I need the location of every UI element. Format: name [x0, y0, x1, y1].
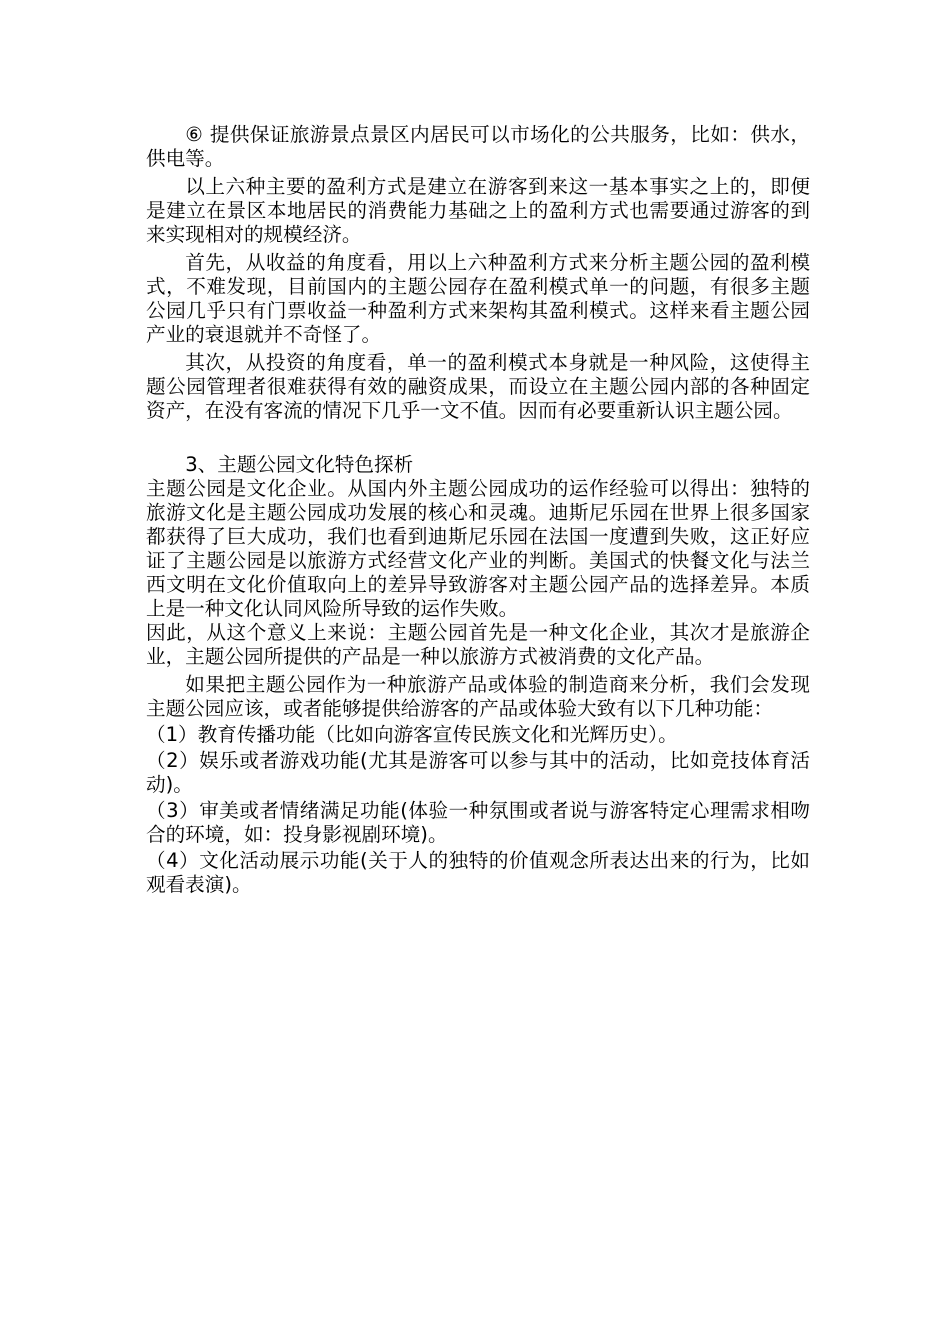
paragraph-culture-enterprise: 主题公园是文化企业。从国内外主题公园成功的运作经验可以得出：独特的旅游文化是主题公园成功发展的核心和灵魂。迪斯尼乐园在世界上很多国家都获得了巨大成功，我们也看到迪斯尼乐园在法国一度遭到失败，这正好应证了主题公园是以旅游方式经营文化产业的判断。美国式的快餐文化与法兰西文明在文化价值取向上的差异导致游客对主题公园产品的选择差异。本质上是一种文化认同风险所导致的运作失败。	[146, 477, 810, 620]
function-item-cultural-display: （4）文化活动展示功能(关于人的独特的价值观念所表达出来的行为，比如观看表演)。	[146, 849, 811, 896]
function-item-education: （1）教育传播功能（比如向游客宣传民族文化和光辉历史）。	[146, 723, 678, 746]
function-item-entertainment: （2）娱乐或者游戏功能(尤其是游客可以参与其中的活动，比如竞技体育活动)。	[146, 749, 811, 796]
paragraph-profit-summary: 以上六种主要的盈利方式是建立在游客到来这一基本事实之上的，即便是建立在景区本地居民的消费能力基础之上的盈利方式也需要通过游客的到来实现相对的规模经济。	[146, 175, 810, 246]
paragraph-investment-view: 其次，从投资的角度看，单一的盈利模式本身就是一种风险，这使得主题公园管理者很难获得有效的融资成果，而设立在主题公园内部的各种固定资产，在没有客流的情况下几乎一文不值。因而有必要重新认识主题公园。	[146, 351, 810, 422]
paragraph-conclusion: 因此，从这个意义上来说：主题公园首先是一种文化企业，其次才是旅游企业，主题公园所提供的产品是一种以旅游方式被消费的文化产品。	[146, 621, 810, 668]
paragraph-public-services: ⑥ 提供保证旅游景点景区内居民可以市场化的公共服务，比如：供水，供电等。	[146, 123, 810, 170]
paragraph-functions-intro: 如果把主题公园作为一种旅游产品或体验的制造商来分析，我们会发现主题公园应该，或者能够提供给游客的产品或体验大致有以下几种功能：	[146, 673, 810, 720]
document-body	[146, 123, 810, 897]
function-item-aesthetic: （3）审美或者情绪满足功能(体验一种氛围或者说与游客特定心理需求相吻合的环境，如：投身影视剧环境)。	[146, 799, 810, 846]
paragraph-revenue-view: 首先，从收益的角度看，用以上六种盈利方式来分析主题公园的盈利模式，不难发现，目前国内的主题公园存在盈利模式单一的问题，有很多主题公园几乎只有门票收益一种盈利方式来架构其盈利模式。这样来看主题公园产业的衰退就并不奇怪了。	[146, 251, 810, 346]
section-heading: 3、主题公园文化特色探析	[185, 453, 414, 476]
